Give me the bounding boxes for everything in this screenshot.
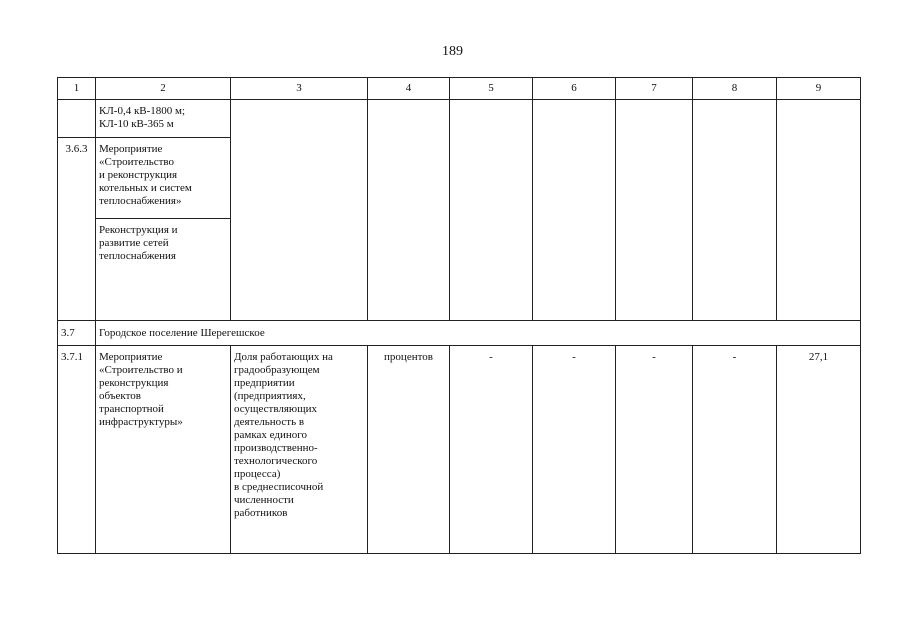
header-cell: 2 [96, 78, 231, 100]
empty-cell [368, 100, 450, 321]
row-number-cell: 3.6.3 [58, 138, 96, 321]
value-cell: - [533, 346, 616, 554]
header-cell: 8 [693, 78, 777, 100]
empty-cell [533, 100, 616, 321]
table-row [58, 321, 861, 346]
measure-cell: Реконструкция и развитие сетей теплоснабжения [96, 219, 231, 321]
header-cell: 1 [58, 78, 96, 100]
measure-cell: Мероприятие «Строительство и реконструкция объектов транспортной инфраструктуры» [96, 346, 231, 554]
page-number: 189 [442, 44, 463, 59]
row-number-cell [58, 100, 96, 138]
header-cell: 7 [616, 78, 693, 100]
value-cell: 27,1 [777, 346, 861, 554]
section-title-cell: Городское поселение Шерегешское [96, 321, 861, 346]
indicators-table [57, 77, 861, 554]
header-cell: 6 [533, 78, 616, 100]
value-cell: - [450, 346, 533, 554]
cable-lines-cell: КЛ-0,4 кВ-1800 м; КЛ-10 кВ-365 м [96, 100, 231, 138]
header-cell: 9 [777, 78, 861, 100]
value-cell: - [693, 346, 777, 554]
empty-cell [231, 100, 368, 321]
unit-cell: процентов [368, 346, 450, 554]
empty-cell [693, 100, 777, 321]
row-number-cell: 3.7.1 [58, 346, 96, 554]
table-row [58, 100, 861, 138]
empty-cell [777, 100, 861, 321]
indicator-cell: Доля работающих на градообразующем предприятии (предприятиях, осуществляющих деятельность в рамках единого производственно- технологического процесса) в среднесписочной численности работников [231, 346, 368, 554]
empty-cell [616, 100, 693, 321]
empty-cell [450, 100, 533, 321]
value-cell: - [616, 346, 693, 554]
measure-cell: Мероприятие «Строительство и реконструкция котельных и систем теплоснабжения» [96, 138, 231, 219]
row-number-cell: 3.7 [58, 321, 96, 346]
table-row [58, 346, 861, 554]
header-cell: 3 [231, 78, 368, 100]
header-cell: 4 [368, 78, 450, 100]
header-cell: 5 [450, 78, 533, 100]
table-header-row [58, 78, 861, 100]
